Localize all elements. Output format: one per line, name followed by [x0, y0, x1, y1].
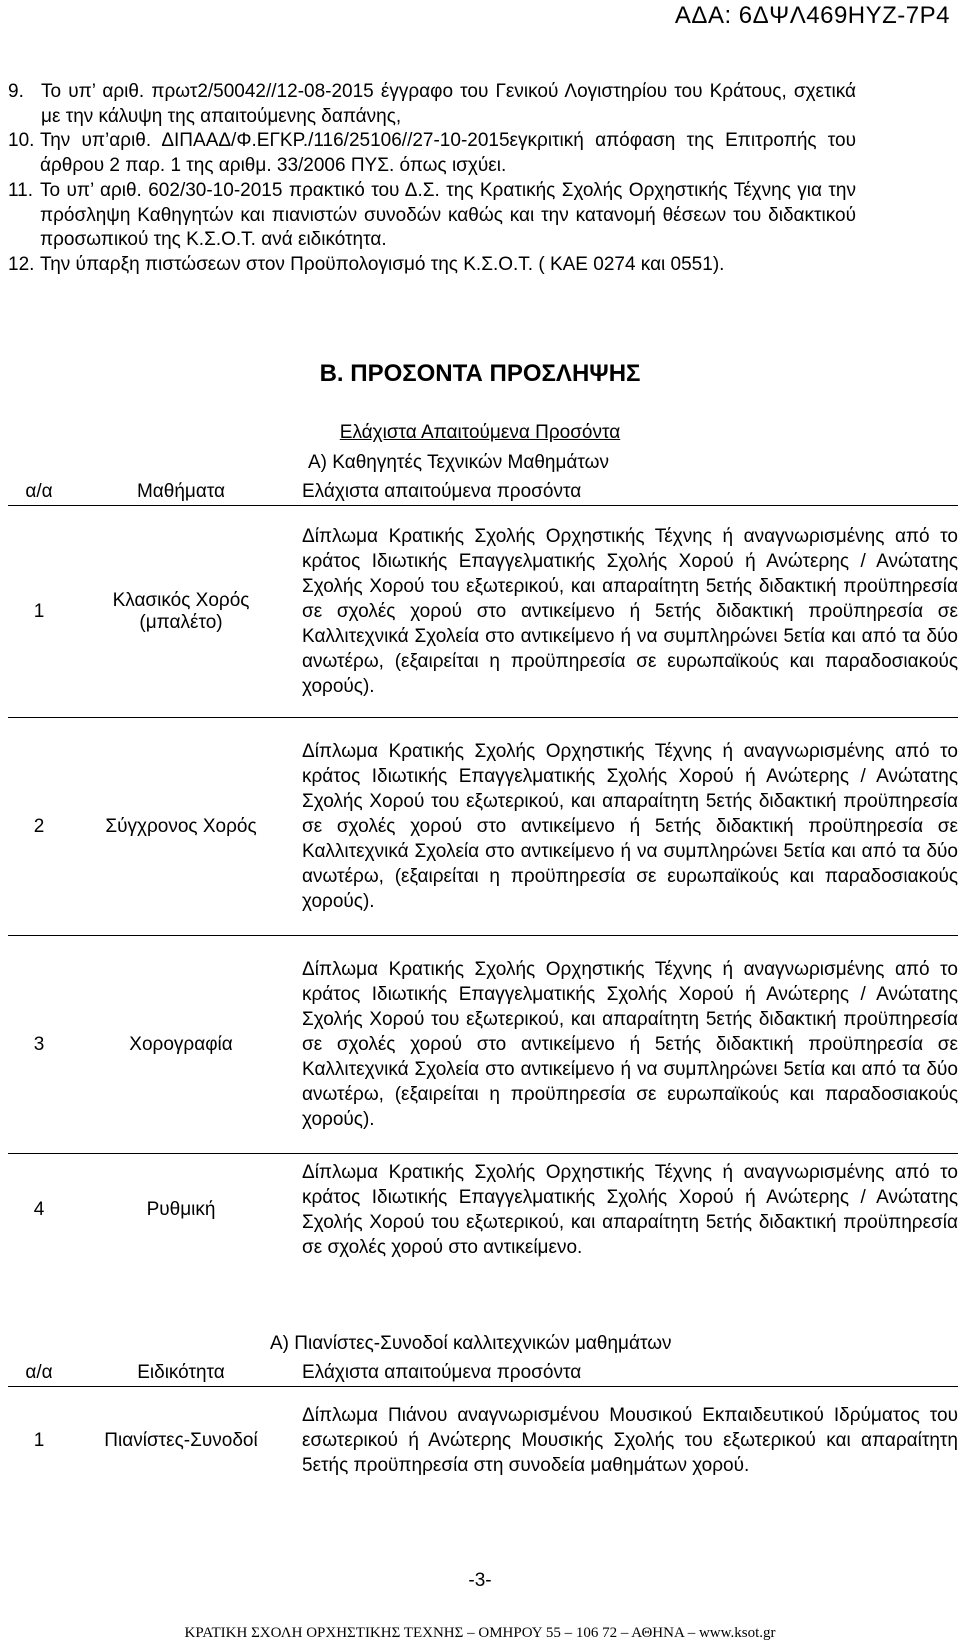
list-text: Την υπ’αριθ. ΔΙΠΑΑΔ/Φ.ΕΓΚΡ./116/25106//27-10-2015εγκριτική απόφαση της Επιτροπής του άρθρου 2 παρ. 1 της αριθμ. 33/2006 ΠΥΣ. όπως ισχύει. — [40, 130, 856, 177]
list-number: 10. — [8, 130, 35, 152]
row-subject: Σύγχρονος Χορός — [70, 718, 292, 936]
row-quals: Δίπλωμα Κρατικής Σχολής Ορχηστικής Τέχνης ή αναγνωρισμένης από το κράτος Ιδιωτικής Επαγγελματικής Σχολής Χορού ή Ανώτερης / Ανώτατης Σχολής Χορού του εξωτερικού, και απαραίτητη 5ετής διδακτική προϋπηρεσία σε σχολές χορού στο αντικείμενο ή 5ετής διδακτική προϋπηρεσία σε Καλλιτεχνικά Σχολεία στο αντικείμενο ή να συμπληρώνει 5ετία και από τα δύο ανωτέρω, (εξαιρείται η προϋπηρεσία σε ευρωπαϊκούς και παραδοσιακούς χορούς). — [292, 718, 958, 936]
row-subject-line: (μπαλέτο) — [139, 611, 223, 633]
row-quals: Δίπλωμα Κρατικής Σχολής Ορχηστικής Τέχνης ή αναγνωρισμένης από το κράτος Ιδιωτικής Επαγγελματικής Σχολής Χορού ή Ανώτερης / Ανώτατης Σχολής Χορού του εξωτερικού, και απαραίτητη 5ετής διδακτική προϋπηρεσία σε σχολές χορού στο αντικείμενο ή 5ετής διδακτική προϋπηρεσία σε Καλλιτεχνικά Σχολεία στο αντικείμενο ή να συμπληρώνει 5ετία και από τα δύο ανωτέρω, (εξαιρείται η προϋπηρεσία σε ευρωπαϊκούς και παραδοσιακούς χορούς). — [292, 506, 958, 718]
row-subject: Χορογραφία — [70, 936, 292, 1154]
list-item — [8, 179, 856, 253]
col-header-quals: Ελάχιστα απαιτούμενα προσόντα — [292, 1359, 958, 1387]
row-quals: Δίπλωμα Κρατικής Σχολής Ορχηστικής Τέχνης ή αναγνωρισμένης από το κράτος Ιδιωτικής Επαγγελματικής Σχολής Χορού ή Ανώτερης / Ανώτατης Σχολής Χορού του εξωτερικού, και απαραίτητη 5ετής διδακτική προϋπηρεσία σε σχολές χορού στο αντικείμενο. — [302, 1161, 958, 1258]
list-number: 9. — [8, 81, 24, 102]
col-header-no: α/α — [8, 1359, 70, 1387]
row-subject-line: Κλασικός Χορός — [112, 589, 250, 611]
row-number: 3 — [8, 936, 70, 1154]
min-quals-title: Ελάχιστα Απαιτούμενα Προσόντα — [339, 422, 621, 443]
table-row — [8, 506, 958, 718]
col-header-no: α/α — [8, 478, 70, 506]
row-quals: Δίπλωμα Πιάνου αναγνωρισμένου Μουσικού Εκπαιδευτικού Ιδρύματος του εσωτερικού ή Ανώτερης Μουσικής Σχολής του εξωτερικού και απαραίτητη 5ετής προϋπηρεσία στη συνοδεία μαθημάτων χορού. — [302, 1405, 958, 1477]
col-header-subject: Μαθήματα — [70, 478, 292, 506]
table-row — [8, 1154, 958, 1266]
row-number: 1 — [8, 506, 70, 718]
list-number: 11. — [8, 179, 34, 201]
ada-code: ΑΔΑ: 6ΔΨΛ469ΗΥΖ-7Ρ4 — [674, 2, 950, 29]
row-subject: Ρυθμική — [146, 1198, 216, 1220]
list-text: Το υπ’ αριθ. 602/30-10-2015 πρακτικό του Δ.Σ. της Κρατικής Σχολής Ορχηστικής Τέχνης για την πρόσληψη Καθηγητών και πιανιστών συνοδών καθώς και την κατανομή θέσεων του διδακτικού προσωπικού της Κ.Σ.Ο.Τ. ανά ειδικότητα. — [40, 179, 856, 251]
pianists-table — [8, 1359, 958, 1495]
table1-title: Α) Καθηγητές Τεχνικών Μαθημάτων — [308, 452, 609, 473]
numbered-list — [8, 80, 856, 278]
list-item — [8, 129, 856, 178]
list-item — [8, 253, 856, 278]
col-header-specialty: Ειδικότητα — [70, 1359, 292, 1387]
row-quals: Δίπλωμα Κρατικής Σχολής Ορχηστικής Τέχνης ή αναγνωρισμένης από το κράτος Ιδιωτικής Επαγγελματικής Σχολής Χορού ή Ανώτερης / Ανώτατης Σχολής Χορού του εξωτερικού, και απαραίτητη 5ετής διδακτική προϋπηρεσία σε σχολές χορού στο αντικείμενο ή 5ετής διδακτική προϋπηρεσία σε Καλλιτεχνικά Σχολεία στο αντικείμενο ή να συμπληρώνει 5ετία και από τα δύο ανωτέρω, (εξαιρείται η προϋπηρεσία σε ευρωπαϊκούς και παραδοσιακούς χορούς). — [292, 936, 958, 1154]
table-header-row — [8, 478, 958, 506]
footer-address: ΚΡΑΤΙΚΗ ΣΧΟΛΗ ΟΡΧΗΣΤΙΚΗΣ ΤΕΧΝΗΣ – ΟΜΗΡΟΥ 55 – 106 72 – ΑΘΗΝΑ – www.ksot.gr — [184, 1625, 776, 1641]
list-number: 12. — [8, 253, 35, 275]
list-text: Το υπ’ αριθ. πρωτ2/50042//12-08-2015 έγγραφο του Γενικού Λογιστηρίου του Κράτους, σχετικά με την κάλυψη της απαιτούμενης δαπάνης, — [41, 81, 856, 127]
section-title: Β. ΠΡΟΣΟΝΤΑ ΠΡΟΣΛΗΨΗΣ — [319, 360, 641, 387]
table-header-row — [8, 1359, 958, 1387]
row-number: 2 — [8, 718, 70, 936]
row-number: 1 — [33, 1429, 45, 1451]
list-item — [8, 80, 856, 129]
row-subject: Πιανίστες-Συνοδοί — [104, 1429, 258, 1451]
row-subject — [70, 506, 292, 718]
table2-title: Α) Πιανίστες-Συνοδοί καλλιτεχνικών μαθημάτων — [270, 1333, 672, 1354]
col-header-quals: Ελάχιστα απαιτούμενα προσόντα — [292, 478, 958, 506]
table-row — [8, 936, 958, 1154]
table-row — [8, 718, 958, 936]
table-row — [8, 1387, 958, 1495]
page-number: -3- — [468, 1570, 492, 1591]
row-number: 4 — [33, 1198, 45, 1220]
list-text: Την ύπαρξη πιστώσεων στον Προϋπολογισμό της Κ.Σ.Ο.Τ. ( ΚΑΕ 0274 και 0551). — [40, 253, 725, 275]
teachers-table — [8, 478, 958, 1266]
